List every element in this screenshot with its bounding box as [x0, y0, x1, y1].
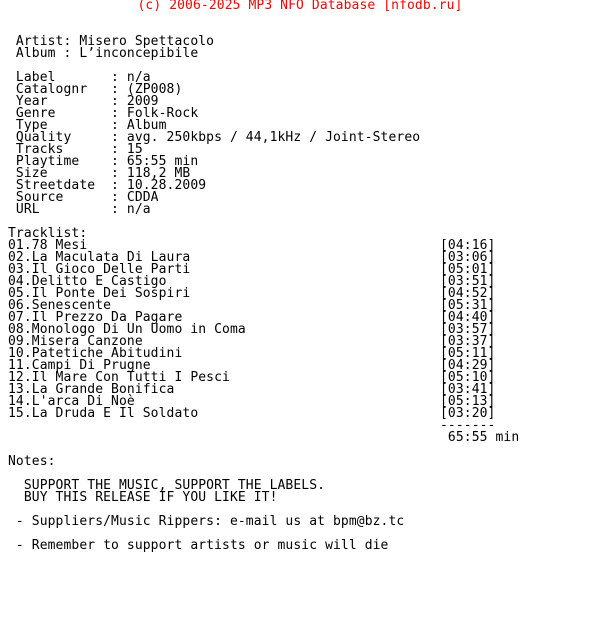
track-time: [04:16] [440, 238, 496, 253]
track-time: [03:06] [440, 250, 496, 265]
track-time: [03:51] [440, 274, 496, 289]
site-banner: (c) 2006-2025 MP3 NFO Database [nfodb.ru] [137, 0, 463, 13]
track-title: 11.Campi Di Prugne [8, 358, 151, 373]
track-title: 08.Monologo Di Un Uomo in Coma [8, 322, 246, 337]
total-separator: ------- [440, 418, 496, 433]
track-time: [05:11] [440, 346, 496, 361]
info-year: Year : 2009 [8, 94, 159, 109]
track-title: 04.Delitto E Castigo [8, 274, 167, 289]
info-quality: Quality : avg. 250kbps / 44,1kHz / Joint-Stereo [8, 130, 421, 145]
track-time: [05:13] [440, 394, 496, 409]
info-source: Source : CDDA [8, 190, 159, 205]
info-type: Type : Album [8, 118, 167, 133]
total-playtime: 65:55 min [440, 430, 520, 445]
info-size: Size : 118,2 MB [8, 166, 191, 181]
info-url: URL : n/a [8, 202, 151, 217]
notes-header: Notes: [8, 454, 56, 469]
track-title: 09.Misera Canzone [8, 334, 143, 349]
tracklist-header: Tracklist: [8, 226, 88, 241]
track-title: 06.Senescente [8, 298, 112, 313]
track-time: [05:10] [440, 370, 496, 385]
info-playtime: Playtime : 65:55 min [8, 154, 199, 169]
track-title: 05.Il Ponte Dei Sospiri [8, 286, 191, 301]
track-title: 03.Il Gioco Delle Parti [8, 262, 191, 277]
track-title: 07.Il Prezzo Da Pagare [8, 310, 183, 325]
track-time: [05:01] [440, 262, 496, 277]
track-time: [03:20] [440, 406, 496, 421]
track-title: 15.La Druda E Il Soldato [8, 406, 199, 421]
track-title: 10.Patetiche Abitudini [8, 346, 183, 361]
track-time: [04:29] [440, 358, 496, 373]
info-tracks: Tracks : 15 [8, 142, 143, 157]
track-time: [03:37] [440, 334, 496, 349]
track-title: 13.La Grande Bonifica [8, 382, 175, 397]
track-title: 14.L'arca Di Noè [8, 394, 135, 409]
artist-line: Artist: Misero Spettacolo [8, 34, 215, 49]
notes-line: SUPPORT THE MUSIC, SUPPORT THE LABELS. [8, 478, 326, 493]
track-time: [04:40] [440, 310, 496, 325]
track-title: 01.78 Mesi [8, 238, 88, 253]
album-line: Album : L’inconcepibile [8, 46, 199, 61]
info-label: Label : n/a [8, 70, 151, 85]
track-time: [03:41] [440, 382, 496, 397]
track-time: [03:57] [440, 322, 496, 337]
notes-line: - Suppliers/Music Rippers: e-mail us at bpm@bz.tc [8, 514, 405, 529]
notes-line: - Remember to support artists or music will die [8, 538, 389, 553]
info-genre: Genre : Folk-Rock [8, 106, 199, 121]
info-streetdate: Streetdate : 10.28.2009 [8, 178, 207, 193]
track-time: [05:31] [440, 298, 496, 313]
track-time: [04:52] [440, 286, 496, 301]
info-catalognr: Catalognr : (ZP008) [8, 82, 183, 97]
track-title: 02.La Maculata Di Laura [8, 250, 191, 265]
notes-line: BUY THIS RELEASE IF YOU LIKE IT! [8, 490, 278, 505]
track-title: 12.Il Mare Con Tutti I Pesci [8, 370, 230, 385]
